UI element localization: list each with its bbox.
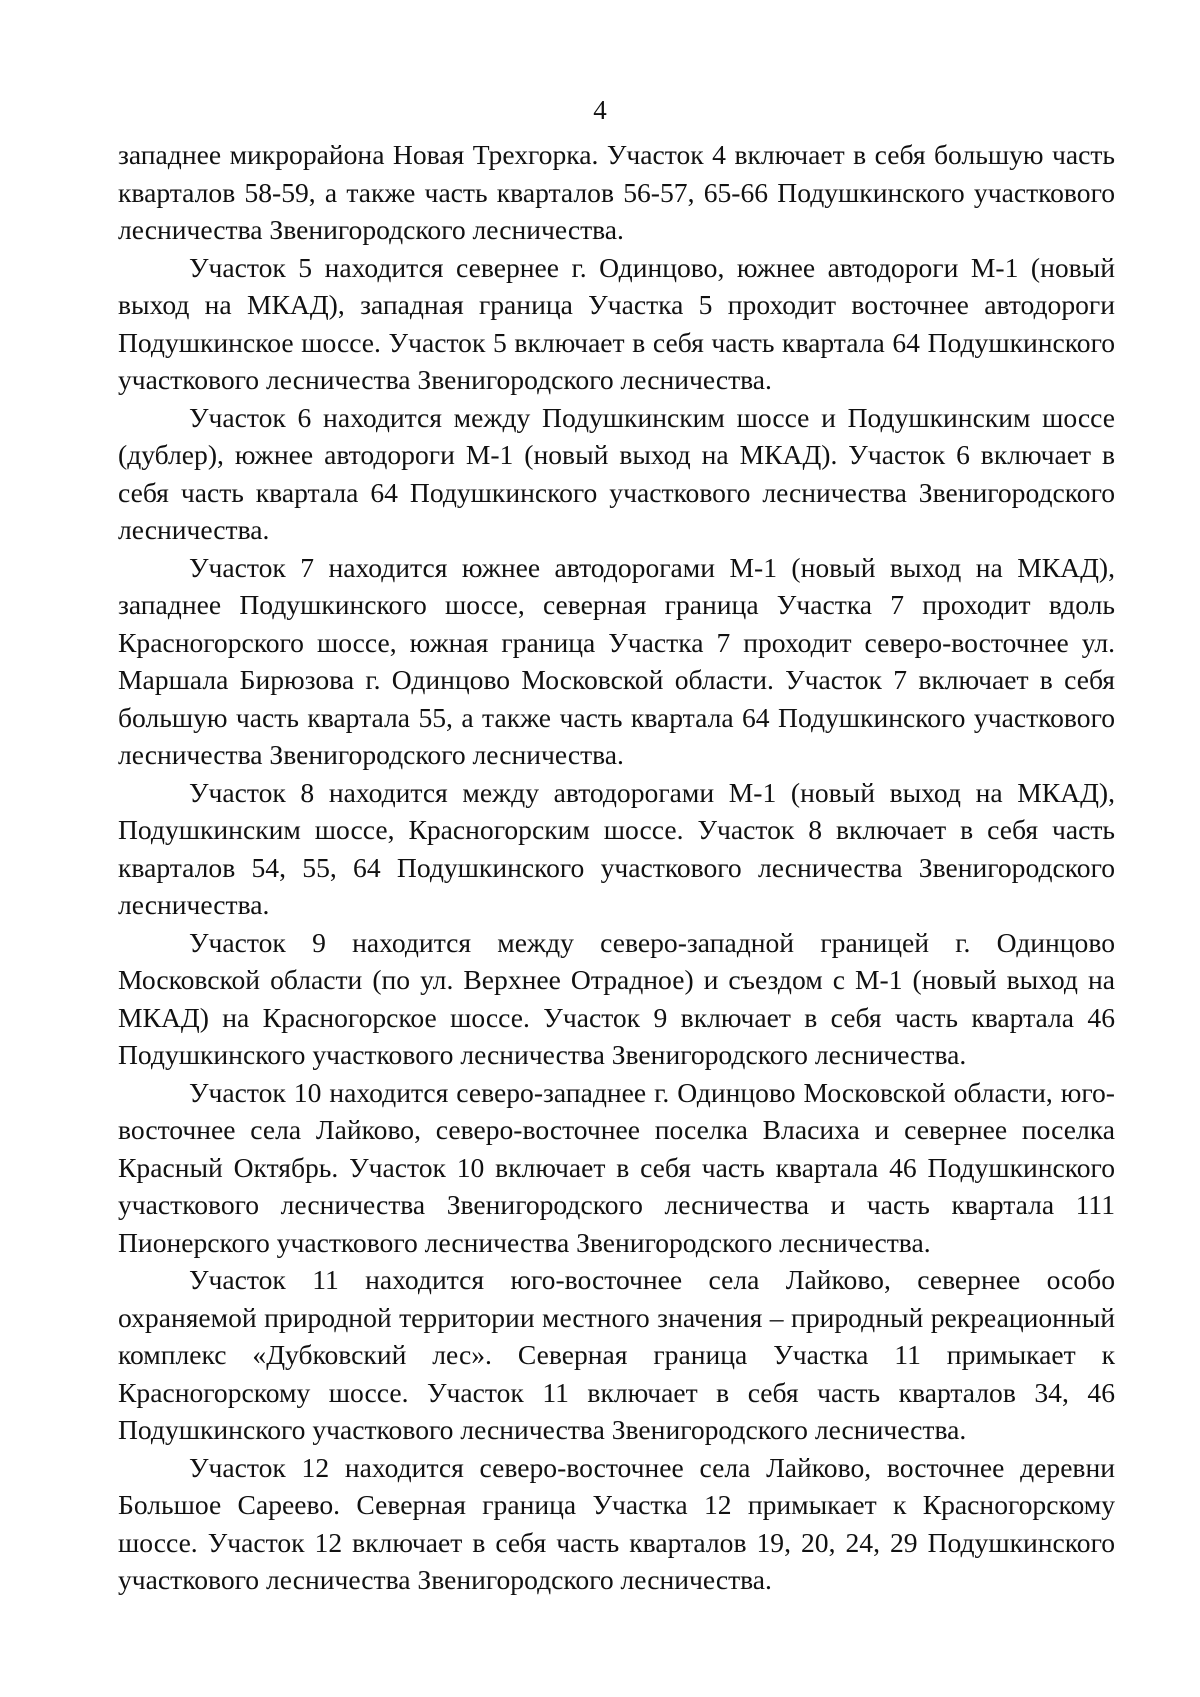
- page-number: 4: [593, 95, 607, 125]
- paragraph-plot-6: Участок 6 находится между Подушкинским шоссе и Подушкинским шоссе (дублер), южнее автодороги М-1 (новый выход на МКАД). Участок 6 включает в себя часть квартала 64 Подушкинского участкового лесничества Звенигородского лесничества.: [118, 401, 1115, 545]
- paragraph-continuation: западнее микрорайона Новая Трехгорка. Участок 4 включает в себя большую часть кварталов 58-59, а также часть кварталов 56-57, 65-66 Подушкинского участкового лесничества Звенигородского лесничества.: [118, 139, 1115, 245]
- paragraph-plot-8: Участок 8 находится между автодорогами М-1 (новый выход на МКАД), Подушкинским шоссе, Красногорским шоссе. Участок 8 включает в себя часть кварталов 54, 55, 64 Подушкинского участкового лесничества Звенигородского лесничества.: [118, 776, 1115, 920]
- paragraph-plot-7: Участок 7 находится южнее автодорогами М-1 (новый выход на МКАД), западнее Подушкинского шоссе, северная граница Участка 7 проходит вдоль Красногорского шоссе, южная граница Участка 7 проходит северо-восточнее ул. Маршала Бирюзова г. Одинцово Московской области. Участок 7 включает в себя большую часть квартала 55, а также часть квартала 64 Подушкинского участкового лесничества Звенигородского лесничества.: [118, 551, 1115, 770]
- paragraph-plot-12: Участок 12 находится северо-восточнее села Лайково, восточнее деревни Большое Сареево. Северная граница Участка 12 примыкает к Красногорскому шоссе. Участок 12 включает в себя часть кварталов 19, 20, 24, 29 Подушкинского участкового лесничества Звенигородского лесничества.: [118, 1451, 1115, 1595]
- paragraph-plot-5: Участок 5 находится севернее г. Одинцово, южнее автодороги М-1 (новый выход на МКАД), западная граница Участка 5 проходит восточнее автодороги Подушкинское шоссе. Участок 5 включает в себя часть квартала 64 Подушкинского участкового лесничества Звенигородского лесничества.: [118, 251, 1115, 395]
- document-body: [118, 136, 1115, 1599]
- paragraph-plot-10: Участок 10 находится северо-западнее г. Одинцово Московской области, юго-восточнее села Лайково, северо-восточнее поселка Власиха и севернее поселка Красный Октябрь. Участок 10 включает в себя часть квартала 46 Подушкинского участкового лесничества Звенигородского лесничества и часть квартала 111 Пионерского участкового лесничества Звенигородского лесничества.: [118, 1076, 1115, 1258]
- paragraph-plot-9: Участок 9 находится между северо-западной границей г. Одинцово Московской области (по ул. Верхнее Отрадное) и съездом с М-1 (новый выход на МКАД) на Красногорское шоссе. Участок 9 включает в себя часть квартала 46 Подушкинского участкового лесничества Звенигородского лесничества.: [118, 926, 1115, 1070]
- paragraph-plot-11: Участок 11 находится юго-восточнее села Лайково, севернее особо охраняемой природной территории местного значения – природный рекреационный комплекс «Дубковский лес». Северная граница Участка 11 примыкает к Красногорскому шоссе. Участок 11 включает в себя часть кварталов 34, 46 Подушкинского участкового лесничества Звенигородского лесничества.: [118, 1264, 1115, 1445]
